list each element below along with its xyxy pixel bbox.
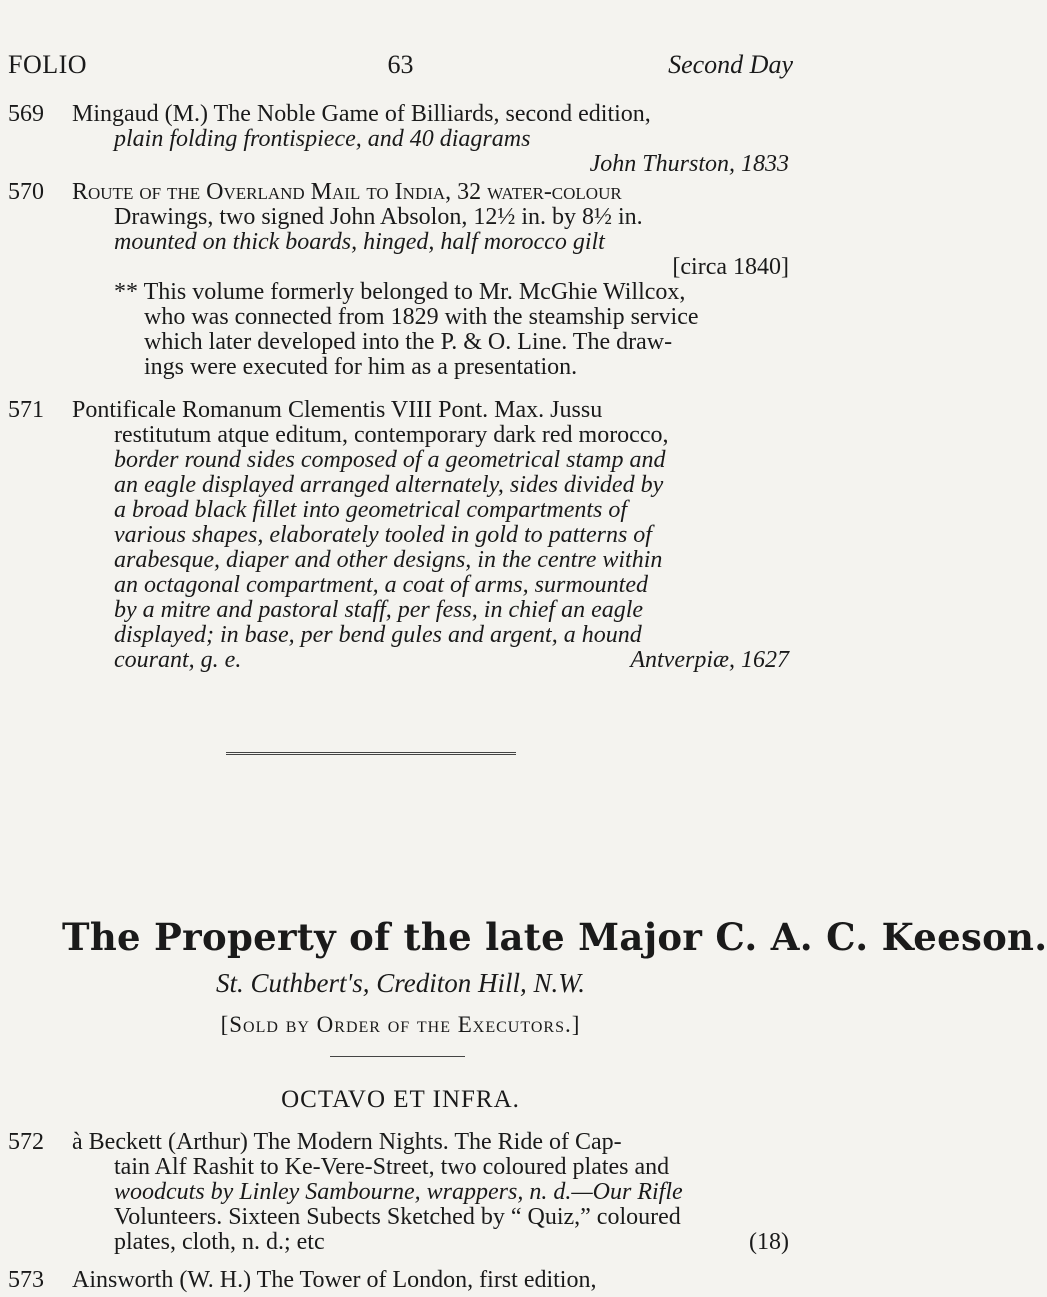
lot-number: 571 — [8, 397, 44, 423]
short-divider — [330, 1056, 465, 1057]
lot-text-fragment: courant, g. e. — [114, 647, 242, 673]
lot-text-line: border round sides composed of a geometrical stamp and — [114, 447, 666, 473]
lot-number: 570 — [8, 179, 44, 205]
sale-day: Second Day — [668, 50, 793, 79]
lot-text-line: a broad black fillet into geometrical compartments of — [114, 497, 628, 523]
lot-text-line: à Beckett (Arthur) The Modern Nights. The Ride of Cap- — [72, 1129, 622, 1155]
folio-label: FOLIO — [8, 50, 88, 79]
lot-text-line: Drawings, two signed John Absolon, 12½ in. by 8½ in. — [114, 204, 643, 230]
lot-text-line: Route of the Overland Mail to India, 32 water-colour — [72, 179, 622, 205]
lot-text-line: Ainsworth (W. H.) The Tower of London, first edition, — [72, 1267, 597, 1293]
lot-note-line: which later developed into the P. & O. Line. The draw- — [144, 329, 673, 355]
lot-text-line: Mingaud (M.) The Noble Game of Billiards, second edition, — [72, 101, 651, 127]
lot-570 — [8, 180, 793, 380]
lot-text-line: an eagle displayed arranged alternately, sides divided by — [114, 472, 664, 498]
lot-text-line: Volunteers. Sixteen Subects Sketched by “ Quiz,” coloured — [114, 1204, 681, 1230]
property-heading: The Property of the late Major C. A. C. Keeson. — [62, 915, 1047, 959]
lot-text-line: arabesque, diaper and other designs, in the centre within — [114, 547, 663, 573]
lot-571 — [8, 398, 793, 673]
lot-number: 572 — [8, 1129, 44, 1155]
lot-note-line: ** This volume formerly belonged to Mr. McGhie Willcox, — [114, 279, 686, 305]
lot-text-line: mounted on thick boards, hinged, half morocco gilt — [114, 229, 605, 255]
lot-text-line: various shapes, elaborately tooled in gold to patterns of — [114, 522, 652, 548]
lot-572 — [8, 1130, 793, 1255]
lot-text-line: by a mitre and pastoral staff, per fess, in chief an eagle — [114, 597, 644, 623]
lot-text-line: woodcuts by Linley Sambourne, wrappers, n. d.—Our Rifle — [114, 1179, 683, 1205]
lot-last-line — [72, 1230, 793, 1255]
lot-text-line: Pontificale Romanum Clementis VIII Pont. Max. Jussu — [72, 397, 603, 423]
lot-573 — [8, 1268, 793, 1293]
lot-note-line: who was connected from 1829 with the steamship service — [144, 304, 699, 330]
lot-text-line: plain folding frontispiece, and 40 diagrams — [114, 126, 531, 152]
lot-number: 573 — [8, 1267, 44, 1293]
lot-date: [circa 1840] — [672, 254, 789, 280]
lot-count: (18) — [749, 1229, 789, 1255]
lot-text-line: displayed; in base, per bend gules and argent, a hound — [114, 622, 642, 648]
lot-text-fragment: plates, cloth, n. d.; etc — [114, 1229, 325, 1255]
lot-imprint: Antverpiæ, 1627 — [630, 647, 789, 673]
lot-text-line: tain Alf Rashit to Ke-Vere-Street, two coloured plates and — [114, 1154, 670, 1180]
lot-text-line: an octagonal compartment, a coat of arms, surmounted — [114, 572, 648, 598]
section-divider — [226, 752, 516, 755]
lot-number: 569 — [8, 101, 44, 127]
page-header — [8, 50, 793, 90]
lot-text-line: restitutum atque editum, contemporary dark red morocco, — [114, 422, 669, 448]
lot-note-line: ings were executed for him as a presentation. — [144, 354, 578, 380]
sold-by-note: [Sold by Order of the Executors.] — [220, 1012, 581, 1037]
lot-last-line — [72, 648, 793, 673]
lot-569 — [8, 102, 793, 177]
page-number: 63 — [387, 50, 414, 79]
property-address: St. Cuthbert's, Crediton Hill, N.W. — [215, 968, 586, 998]
format-heading: OCTAVO ET INFRA. — [281, 1086, 520, 1113]
lot-imprint: John Thurston, 1833 — [589, 151, 789, 177]
